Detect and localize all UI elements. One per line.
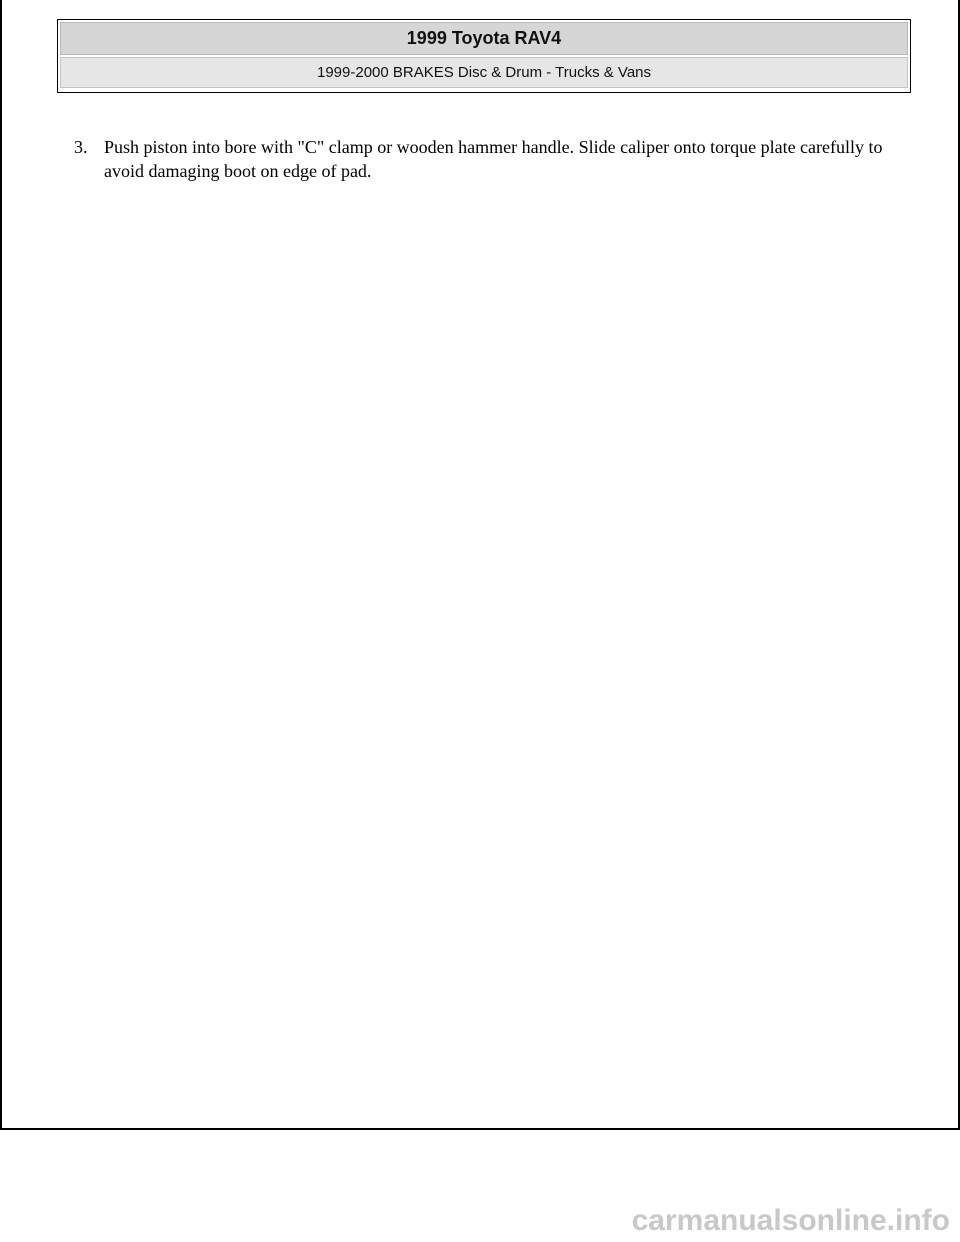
document-header bbox=[57, 19, 911, 93]
step-number: 3. bbox=[74, 137, 88, 157]
watermark: carmanualsonline.info bbox=[631, 1204, 950, 1237]
document-body bbox=[74, 135, 914, 183]
step-item bbox=[74, 135, 914, 183]
document-subtitle: 1999-2000 BRAKES Disc & Drum - Trucks & Vans bbox=[60, 57, 908, 88]
document-title: 1999 Toyota RAV4 bbox=[60, 22, 908, 55]
step-text: Push piston into bore with "C" clamp or wooden hammer handle. Slide caliper onto torque plate carefully to avoid damaging boot on edge of pad. bbox=[104, 137, 883, 181]
